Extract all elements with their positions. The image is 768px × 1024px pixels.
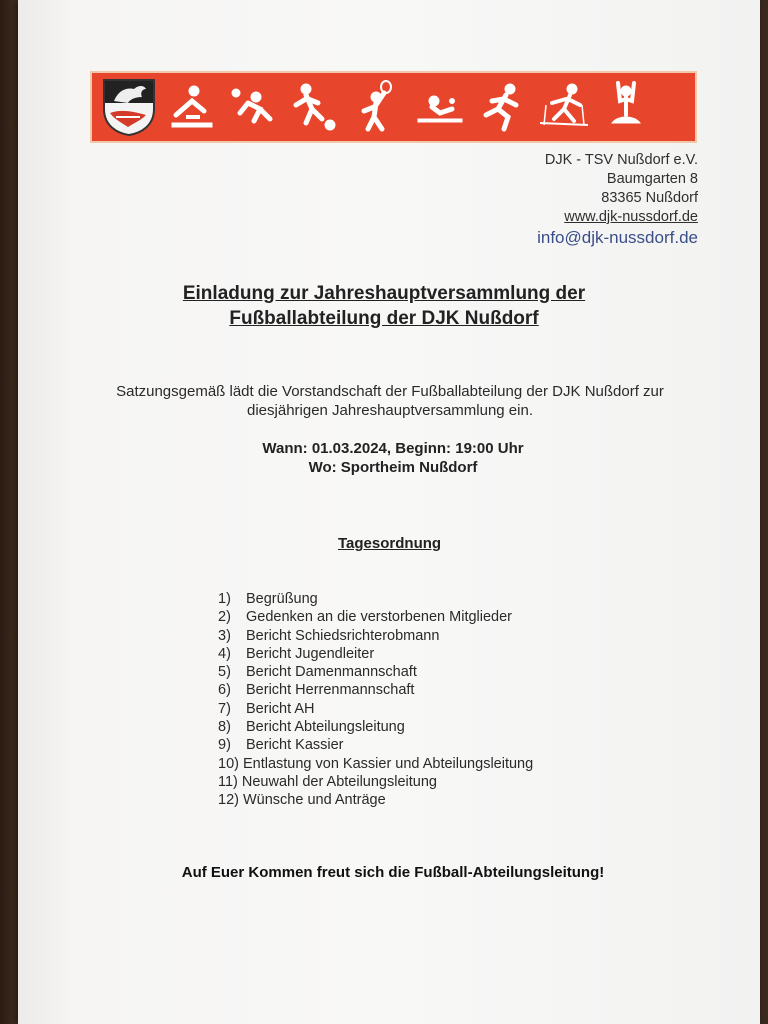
list-item-text: Entlastung von Kassier und Abteilungsleitung [242, 755, 534, 772]
list-item [218, 700, 533, 718]
tennis-icon [350, 79, 406, 135]
list-item-number: 10) [218, 755, 239, 772]
list-item [218, 663, 533, 681]
document-title [0, 281, 768, 331]
list-item-text: Wünsche und Anträge [242, 792, 386, 809]
list-item-number: 2) [218, 609, 231, 626]
list-item [218, 645, 533, 663]
intro-line-1: Satzungsgemäß lädt die Vorstandschaft der Fußballabteilung der DJK Nußdorf zur [116, 383, 664, 400]
event-when: Wann: 01.03.2024, Beginn: 19:00 Uhr [262, 440, 524, 457]
list-item-number: 11) [218, 773, 238, 790]
list-item [218, 773, 533, 791]
list-item-text: Bericht Schiedsrichterobmann [246, 627, 440, 644]
list-item-text: Bericht Abteilungsleitung [246, 719, 405, 736]
yoga-icon [598, 79, 654, 135]
crest-icon [100, 77, 158, 137]
list-item [218, 608, 533, 626]
intro-line-2: diesjährigen Jahreshauptversammlung ein. [247, 402, 533, 419]
skiing-icon [536, 79, 592, 135]
letterhead-banner [90, 71, 697, 143]
list-item-text: Bericht Kassier [246, 737, 344, 754]
list-item-text: Neuwahl der Abteilungsleitung [241, 773, 437, 790]
list-item-number: 5) [218, 664, 231, 681]
agenda-heading: Tagesordnung [338, 535, 442, 552]
list-item-number: 1) [218, 591, 231, 607]
running-icon [474, 79, 530, 135]
list-item-text: Bericht AH [246, 700, 315, 717]
list-item-number: 4) [218, 645, 231, 662]
soccer-icon [288, 79, 344, 135]
list-item-number: 6) [218, 682, 231, 699]
title-line-1: Einladung zur Jahreshauptversammlung der [182, 283, 586, 304]
club-email-link[interactable]: info@djk-nussdorf.de [537, 228, 698, 247]
list-item-text: Bericht Herrenmannschaft [246, 682, 415, 699]
closing-line: Auf Euer Kommen freut sich die Fußball-Abteilungsleitung! [181, 864, 605, 881]
list-item-text: Gedenken an die verstorbenen Mitglieder [246, 609, 512, 626]
list-item [218, 627, 533, 645]
table-tennis-icon [412, 79, 468, 135]
gymnastics-icon [164, 79, 220, 135]
list-item-number: 8) [218, 719, 231, 736]
list-item [218, 736, 533, 754]
list-item [218, 681, 533, 699]
club-website-link[interactable]: www.djk-nussdorf.de [564, 209, 698, 225]
list-item-number: 9) [218, 737, 231, 754]
event-where: Wo: Sportheim Nußdorf [308, 459, 478, 476]
list-item-number: 7) [218, 700, 231, 717]
club-address [537, 151, 698, 249]
volleyball-icon [226, 79, 282, 135]
club-city: 83365 Nußdorf [601, 190, 698, 206]
list-item [218, 590, 533, 608]
event-details [0, 439, 768, 477]
list-item [218, 718, 533, 736]
intro-paragraph [0, 382, 768, 420]
club-name: DJK - TSV Nußdorf e.V. [544, 152, 698, 168]
list-item-text: Begrüßung [246, 591, 318, 607]
list-item [218, 791, 533, 809]
title-line-2: Fußballabteilung der DJK Nußdorf [229, 308, 539, 329]
club-street: Baumgarten 8 [606, 171, 698, 187]
list-item [218, 755, 533, 773]
agenda-list [218, 590, 533, 810]
list-item-number: 12) [218, 792, 239, 809]
list-item-text: Bericht Jugendleiter [246, 645, 375, 662]
list-item-text: Bericht Damenmannschaft [246, 664, 417, 681]
list-item-number: 3) [218, 627, 231, 644]
